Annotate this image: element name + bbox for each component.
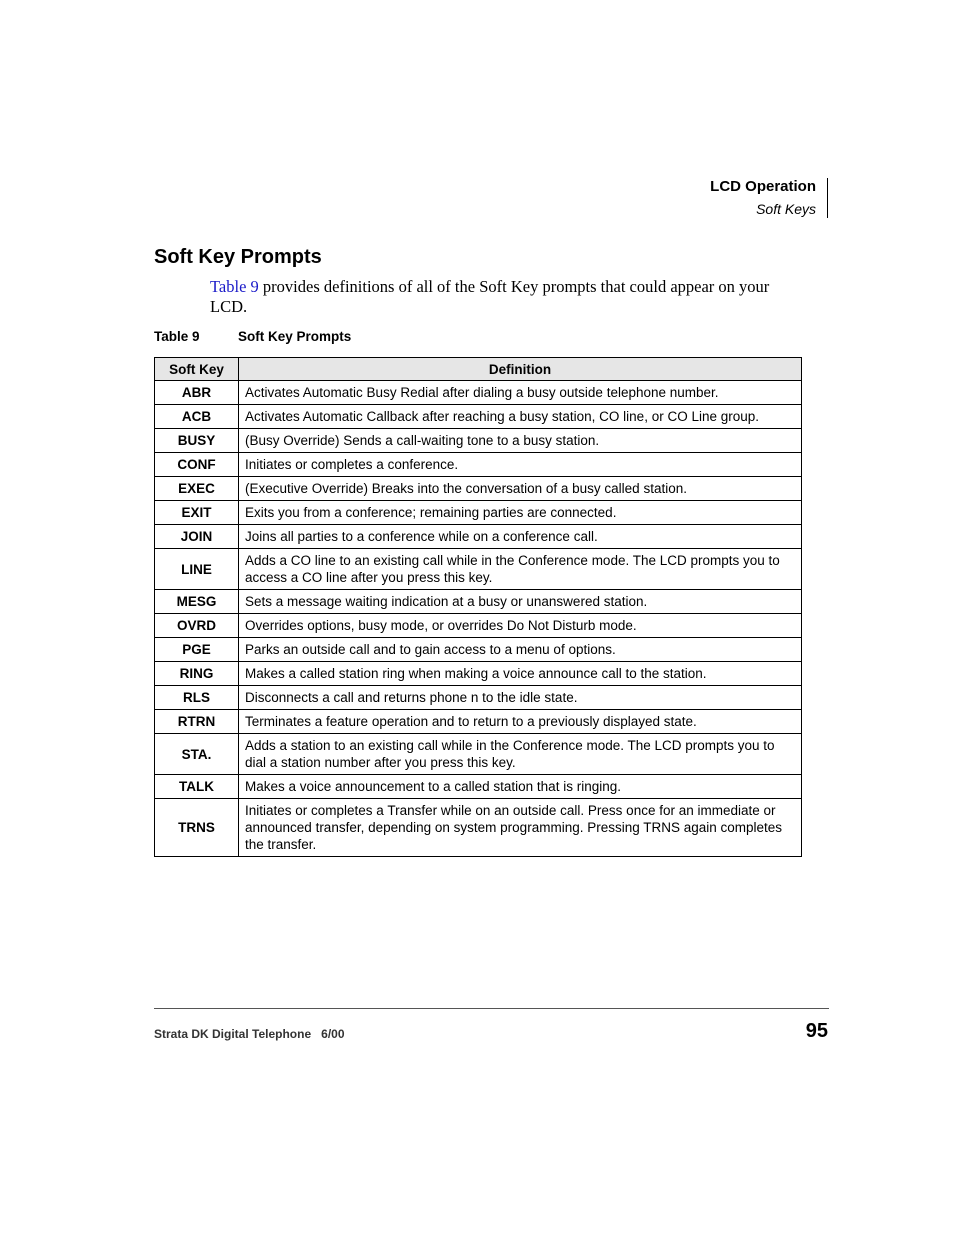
soft-key-cell: EXEC	[155, 477, 239, 501]
section-title: Soft Key Prompts	[154, 246, 322, 268]
definition-cell: Makes a called station ring when making a voice announce call to the station.	[239, 662, 802, 686]
column-header-soft-key: Soft Key	[155, 358, 239, 381]
header-section: Soft Keys	[756, 201, 816, 217]
definition-cell: Exits you from a conference; remaining parties are connected.	[239, 501, 802, 525]
running-header	[710, 178, 828, 218]
table-row	[155, 799, 802, 857]
footer-product-name: Strata DK Digital Telephone	[154, 1027, 312, 1041]
table-row	[155, 525, 802, 549]
definition-cell: (Busy Override) Sends a call-waiting tone to a busy station.	[239, 429, 802, 453]
table-row	[155, 590, 802, 614]
table-row	[155, 686, 802, 710]
definition-cell: Initiates or completes a conference.	[239, 453, 802, 477]
soft-key-cell: JOIN	[155, 525, 239, 549]
table-row	[155, 429, 802, 453]
definition-cell: Overrides options, busy mode, or overrides Do Not Disturb mode.	[239, 614, 802, 638]
table-caption-title: Soft Key Prompts	[238, 329, 352, 344]
table-row	[155, 638, 802, 662]
soft-key-cell: OVRD	[155, 614, 239, 638]
soft-key-cell: STA.	[155, 734, 239, 775]
table-row	[155, 501, 802, 525]
footer-product	[154, 1027, 345, 1041]
table-row	[155, 453, 802, 477]
intro-text: provides definitions of all of the Soft Key prompts that could appear on your LCD.	[210, 277, 770, 316]
soft-key-cell: RLS	[155, 686, 239, 710]
intro-paragraph	[210, 277, 800, 317]
table-row	[155, 775, 802, 799]
page-number: 95	[805, 1020, 828, 1042]
table-row	[155, 734, 802, 775]
soft-key-cell: MESG	[155, 590, 239, 614]
soft-key-cell: PGE	[155, 638, 239, 662]
table-row	[155, 477, 802, 501]
header-chapter: LCD Operation	[710, 178, 816, 195]
soft-key-cell: RTRN	[155, 710, 239, 734]
definition-cell: Disconnects a call and returns phone n to the idle state.	[239, 686, 802, 710]
table-caption	[154, 329, 351, 344]
table-row	[155, 381, 802, 405]
soft-key-cell: ABR	[155, 381, 239, 405]
definition-cell: Makes a voice announcement to a called station that is ringing.	[239, 775, 802, 799]
table-row	[155, 549, 802, 590]
definition-cell: Joins all parties to a conference while on a conference call.	[239, 525, 802, 549]
definition-cell: Activates Automatic Busy Redial after dialing a busy outside telephone number.	[239, 381, 802, 405]
soft-key-table	[154, 357, 802, 857]
footer-divider	[154, 1008, 829, 1009]
table-row	[155, 662, 802, 686]
soft-key-cell: LINE	[155, 549, 239, 590]
definition-cell: Parks an outside call and to gain access to a menu of options.	[239, 638, 802, 662]
soft-key-cell: CONF	[155, 453, 239, 477]
table-row	[155, 405, 802, 429]
table-header-row	[155, 358, 802, 381]
soft-key-cell: EXIT	[155, 501, 239, 525]
soft-key-cell: TALK	[155, 775, 239, 799]
definition-cell: (Executive Override) Breaks into the conversation of a busy called station.	[239, 477, 802, 501]
soft-key-cell: TRNS	[155, 799, 239, 857]
definition-cell: Adds a station to an existing call while in the Conference mode. The LCD prompts you to dial a station number after you press this key.	[239, 734, 802, 775]
soft-key-cell: RING	[155, 662, 239, 686]
definition-cell: Sets a message waiting indication at a busy or unanswered station.	[239, 590, 802, 614]
definition-cell: Terminates a feature operation and to return to a previously displayed state.	[239, 710, 802, 734]
table-row	[155, 710, 802, 734]
column-header-definition: Definition	[239, 358, 802, 381]
soft-key-cell: ACB	[155, 405, 239, 429]
definition-cell: Initiates or completes a Transfer while on an outside call. Press once for an immediate or announced transfer, depending on system programming. Pressing TRNS again completes the transfer.	[239, 799, 802, 857]
table-caption-number: Table 9	[154, 329, 200, 344]
table-row	[155, 614, 802, 638]
definition-cell: Activates Automatic Callback after reaching a busy station, CO line, or CO Line group.	[239, 405, 802, 429]
table-link[interactable]: Table 9	[210, 277, 259, 296]
soft-key-cell: BUSY	[155, 429, 239, 453]
footer-date: 6/00	[321, 1027, 345, 1041]
definition-cell: Adds a CO line to an existing call while in the Conference mode. The LCD prompts you to access a CO line after you press this key.	[239, 549, 802, 590]
